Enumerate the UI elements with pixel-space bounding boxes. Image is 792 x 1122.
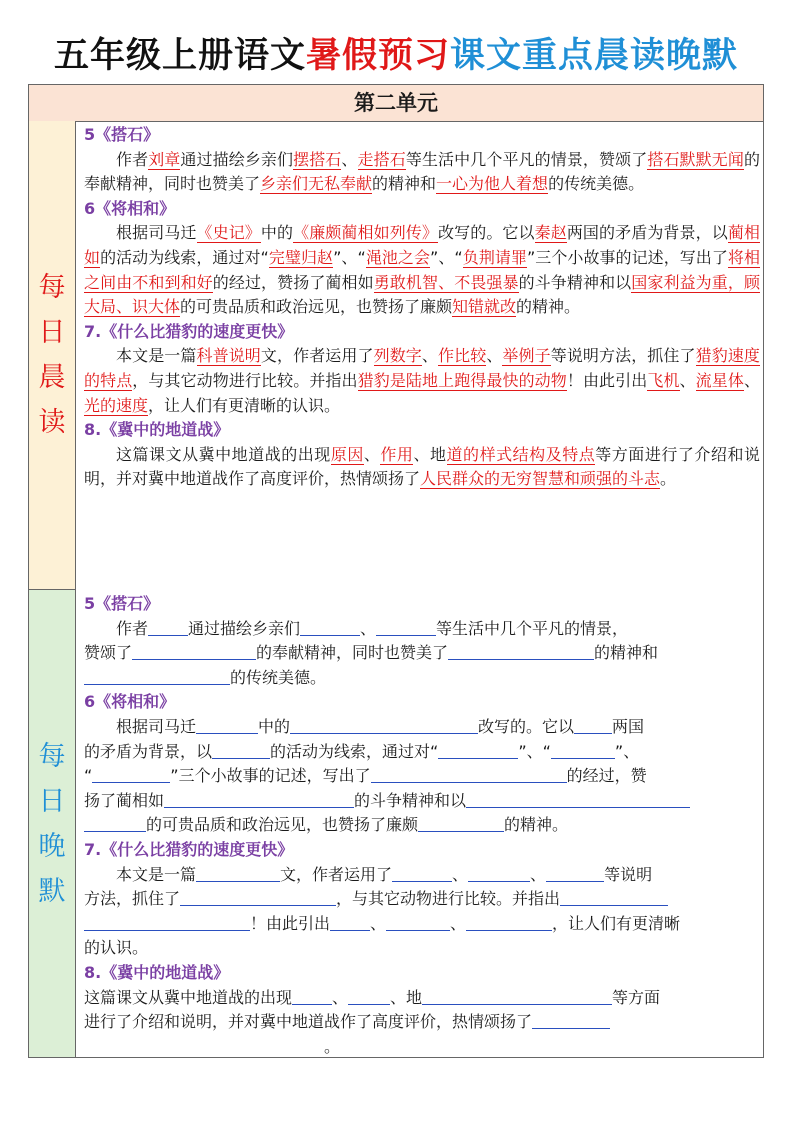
side-char: 每	[38, 740, 66, 772]
fill-blank[interactable]	[132, 641, 256, 660]
fill-blank[interactable]	[551, 740, 615, 759]
answer: 秦赵	[534, 223, 567, 243]
dictation-line: 的传统美德。	[84, 666, 760, 691]
fill-blank[interactable]	[196, 863, 280, 882]
side-char: 晚	[38, 830, 66, 862]
answer: 猎豹速度的特点	[84, 346, 760, 390]
fill-blank[interactable]	[92, 764, 170, 783]
answer: 道的样式结构及特点	[446, 444, 596, 464]
dictation-line: “ ”三个小故事的记述，写出了 的经过，赞	[84, 766, 647, 786]
side-char: 默	[38, 875, 66, 907]
fill-blank[interactable]	[212, 740, 270, 759]
lesson-title: 8.《冀中的地道战》	[84, 420, 230, 440]
answer: 蔺相如	[84, 223, 760, 267]
fill-blank[interactable]	[376, 617, 436, 636]
fill-blank[interactable]	[348, 986, 390, 1005]
answer: 光的速度	[84, 395, 149, 415]
lesson-title: 6《将相和》	[84, 692, 176, 712]
morning-reading-label	[29, 121, 76, 590]
fill-blank[interactable]	[466, 789, 690, 808]
answer: 飞机	[647, 370, 680, 390]
answer: 走搭石	[357, 149, 406, 169]
answer: 列数字	[373, 346, 422, 366]
evening-dictation-label	[29, 590, 76, 1057]
answer: 搭石默默无闻	[647, 149, 744, 169]
answer: 作用	[380, 444, 414, 464]
fill-blank[interactable]	[84, 912, 250, 931]
lesson-paragraph: 这篇课文从冀中地道战的出现原因、作用、地道的样式结构及特点等方面进行了介绍和说明，并对冀中地道战作了高度评价，热情颂扬了人民群众的无穷智慧和顽强的斗志。	[84, 444, 760, 489]
answer: 刘章	[148, 149, 181, 169]
title-part-3: 课文重点晨读晚默	[450, 36, 739, 76]
answer: 《廉颇蔺相如列传》	[293, 223, 439, 243]
fill-blank[interactable]	[466, 912, 552, 931]
side-char: 每	[38, 272, 66, 303]
answer: 完璧归赵	[268, 247, 334, 267]
dictation-line: ！由此引出 、 、 ，让人们有更清晰	[84, 912, 760, 937]
dictation-line: 这篇课文从冀中地道战的出现 、 、地 等方面	[84, 987, 661, 1007]
dictation-line: 的可贵品质和政治远见，也赞扬了廉颇 的精神。	[84, 813, 760, 838]
answer: 一心为他人着想	[436, 174, 549, 194]
answer: 摆搭石	[293, 149, 342, 169]
fill-blank[interactable]	[371, 764, 567, 783]
dictation-line: 扬了蔺相如 的斗争精神和以	[84, 789, 760, 814]
answer: 科普说明	[196, 346, 261, 366]
dictation-line: 根据司马迁 中的 改写的。它以 两国	[116, 716, 645, 736]
lesson-paragraph: 本文是一篇科普说明文，作者运用了列数字、作比较、举例子等说明方法，抓住了猎豹速度的特点，与其它动物进行比较。并指出猎豹是陆地上跑得最快的动物！由此引出飞机、流星体、光的速度，让人们有更清晰的认识。	[84, 346, 760, 415]
fill-blank[interactable]	[290, 715, 478, 734]
page-title	[0, 28, 792, 78]
lesson-paragraph: 作者刘章通过描绘乡亲们摆搭石、走搭石等生活中几个平凡的情景，赞颂了搭石默默无闻的奉献精神，同时也赞美了乡亲们无私奉献的精神和一心为他人着想的传统美德。	[84, 149, 760, 194]
fill-blank[interactable]	[330, 912, 370, 931]
dictation-line: 方法，抓住了 ，与其它动物进行比较。并指出	[84, 887, 760, 912]
answer: 将相之间由不和到和好	[84, 247, 760, 292]
side-char: 读	[38, 407, 66, 438]
fill-blank[interactable]	[468, 863, 530, 882]
dictation-line: 的认识。	[84, 938, 149, 958]
side-char: 晨	[38, 362, 66, 393]
fill-blank[interactable]	[418, 813, 504, 832]
answer: 知错就改	[452, 297, 517, 317]
evening-dictation-section	[84, 592, 760, 1059]
lesson-title: 6《将相和》	[84, 198, 176, 218]
answer: 乡亲们无私奉献	[260, 174, 373, 194]
fill-blank[interactable]	[148, 617, 188, 636]
answer: 渑池之会	[365, 247, 431, 267]
answer: 勇敢机智、不畏强暴	[373, 272, 519, 292]
dictation-line: 本文是一篇 文，作者运用了 、 、 等说明	[116, 864, 653, 884]
answer: 国家利益为重，顾大局、识大体	[84, 272, 760, 317]
lesson-title: 5《搭石》	[84, 594, 160, 613]
lesson-title: 7.《什么比猎豹的速度更快》	[84, 839, 294, 859]
dictation-line: 赞颂了 的奉献精神，同时也赞美了 的精神和	[84, 643, 659, 663]
dictation-line: 作者 通过描绘乡亲们 、 等生活中几个平凡的情景，	[116, 618, 629, 638]
fill-blank[interactable]	[560, 887, 668, 906]
side-char: 日	[38, 785, 66, 817]
title-part-1: 五年级上册语文	[53, 36, 306, 76]
dictation-line: 进行了介绍和说明，并对冀中地道战作了高度评价，热情颂扬了	[84, 1010, 760, 1035]
fill-blank[interactable]	[300, 617, 360, 636]
lesson-title: 8.《冀中的地道战》	[84, 962, 230, 982]
fill-blank[interactable]	[180, 887, 336, 906]
answer: 作比较	[438, 346, 487, 366]
fill-blank[interactable]	[438, 740, 518, 759]
fill-blank[interactable]	[84, 813, 146, 832]
answer: 举例子	[502, 346, 551, 366]
fill-blank[interactable]	[546, 863, 604, 882]
fill-blank[interactable]	[292, 986, 332, 1005]
answer: 流星体	[695, 370, 744, 390]
fill-blank[interactable]	[532, 1010, 610, 1029]
fill-blank[interactable]	[196, 715, 258, 734]
fill-blank[interactable]	[392, 863, 452, 882]
dictation-line: 。	[324, 1036, 341, 1056]
answer: 原因	[330, 444, 364, 464]
title-part-2: 暑假预习	[305, 36, 450, 76]
worksheet-table	[28, 84, 764, 1058]
answer: 人民群众的无穷智慧和顽强的斗志	[420, 469, 661, 489]
fill-blank[interactable]	[386, 912, 450, 931]
unit-header: 第二单元	[29, 85, 763, 122]
fill-blank[interactable]	[422, 986, 612, 1005]
lesson-paragraph: 根据司马迁《史记》中的《廉颇蔺相如列传》改写的。它以秦赵两国的矛盾为背景，以蔺相如的活动为线索，通过对“完璧归赵”、“渑池之会”、“负荆请罪”三个小故事的记述，写出了将相之间由不和到和好的经过，赞扬了蔺相如勇敢机智、不畏强暴的斗争精神和以国家利益为重，顾大局、识大体的可贵品质和政治远见，也赞扬了廉颇知错就改的精神。	[84, 223, 760, 317]
side-char: 日	[38, 317, 66, 348]
lesson-title: 7.《什么比猎豹的速度更快》	[84, 321, 294, 341]
answer: 负荆请罪	[462, 247, 527, 267]
dictation-line: 的矛盾为背景，以 的活动为线索，通过对“ ”、“ ”、	[84, 741, 640, 761]
fill-blank[interactable]	[84, 666, 230, 685]
lesson-title: 5《搭石》	[84, 125, 160, 144]
answer: 《史记》	[196, 223, 261, 243]
answer: 猎豹是陆地上跑得最快的动物	[357, 370, 567, 390]
fill-blank[interactable]	[164, 789, 354, 808]
morning-reading-section	[84, 123, 760, 492]
fill-blank[interactable]	[448, 641, 594, 660]
fill-blank[interactable]	[574, 715, 612, 734]
